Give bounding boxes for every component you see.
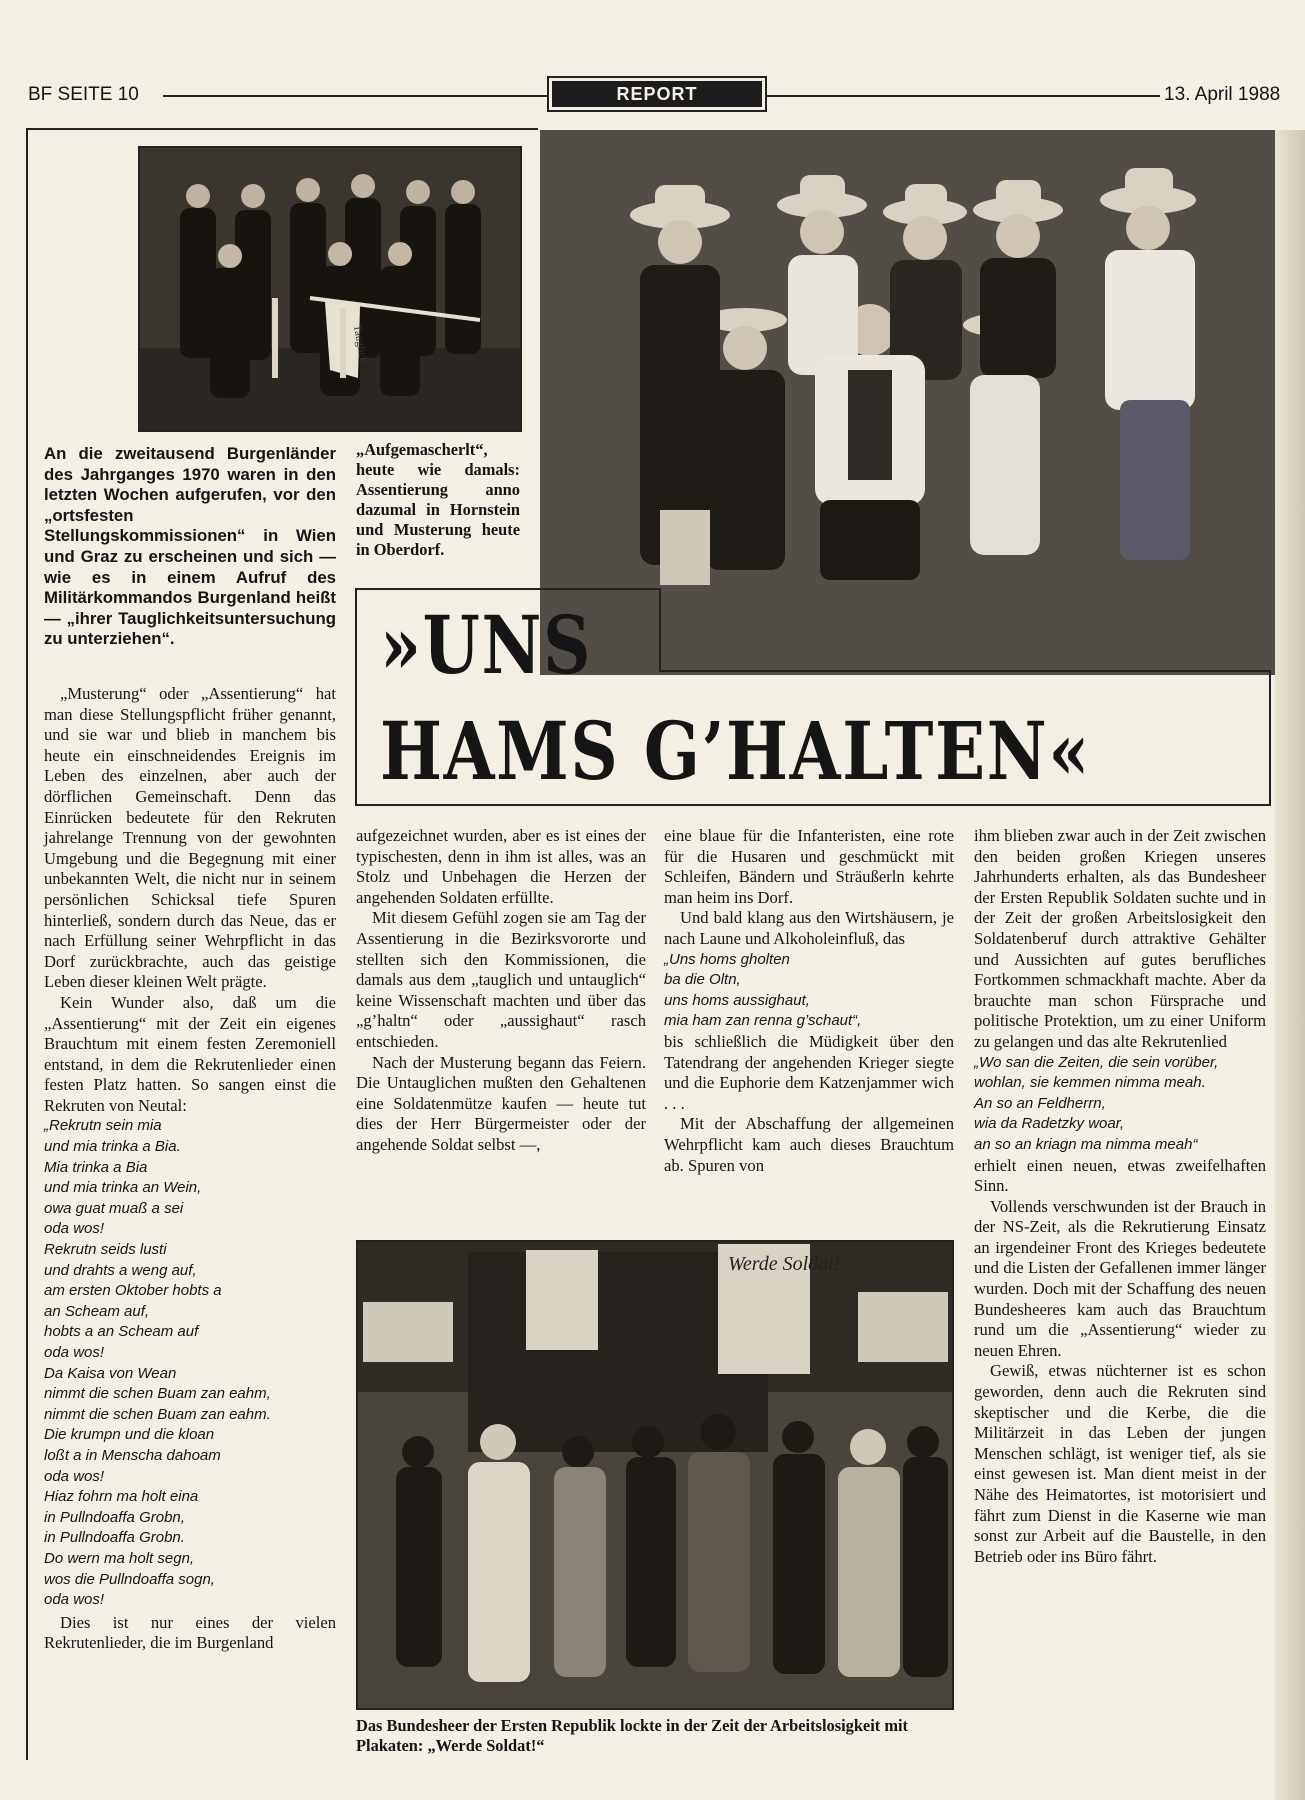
col4-paragraph-2: erhielt einen neuen, etwas zweifelhaften Sinn. [974, 1155, 1266, 1196]
poem-line: ba die Oltn, [664, 971, 741, 989]
photo-caption-top: „Aufgemascherlt“, heute wie damals: Assentierung anno dazumal in Hornstein und Musterung heute in Oberdorf. [356, 440, 520, 559]
poem-line: am ersten Oktober hobts a [44, 1282, 222, 1300]
poem-line: hobts a an Scheam auf [44, 1323, 199, 1341]
historical-recruits-photo [138, 146, 522, 432]
poem-line: an so an kriagn ma nimma meah“ [974, 1135, 1198, 1153]
poem-line: uns homs aussighaut, [664, 991, 810, 1009]
poem-line: „Wo san die Zeiten, die sein vorüber, [974, 1053, 1219, 1071]
column-3 [664, 826, 954, 1176]
uns-homs-gholten-lyrics [664, 950, 954, 1032]
poem-line: wia da Radetzky woar, [974, 1115, 1125, 1133]
poem-line: nimmt die schen Buam zan eahm. [44, 1405, 271, 1423]
crowd-illustration [358, 1242, 952, 1708]
poem-line: An so an Feldherrn, [974, 1094, 1106, 1112]
col2-paragraph-2: Mit diesem Gefühl zogen sie am Tag der Assentierung in die Bezirksvororte und stellten sich den Kommissionen, die damals aus dem „tauglich und untauglich“ keine Wissenschaft machten und über das „g’haltn“ oder „aussighaut“ rasch entschieden. [356, 908, 646, 1051]
article-frame-left-side [26, 128, 28, 1760]
poem-line: „Uns homs gholten [664, 950, 790, 968]
poster-text: Werde Soldat! [728, 1253, 841, 1275]
header-rule-right [765, 95, 1160, 97]
poem-line: Da Kaisa von Wean [44, 1364, 177, 1382]
poem-line: mia ham zan renna g’schaut“, [664, 1012, 862, 1030]
col1-paragraph-2: Kein Wunder also, daß um die „Assentierung“ mit der Zeit ein eigenes Brauchtum mit einem festen Zeremoniell entstand, in dem die Rekrutenlieder einen festen Platz hatten. So sangen einst die Rekruten von Neutal: [44, 992, 336, 1115]
column-1 [44, 684, 336, 1654]
headline-line-1: »UNS [380, 598, 593, 692]
poem-line: in Pullndoaffa Grobn, [44, 1508, 185, 1526]
poem-line: wos die Pullndoaffa sogn, [44, 1570, 215, 1588]
article-intro: An die zweitausend Burgenländer des Jahrganges 1970 waren in den letzten Wochen aufgerufen, vor den „ortsfesten Stellungskommissionen“ in Wien und Graz zu erscheinen und sich — wie es in einem Aufruf des Militärkommandos Burgenland heißt — „ihrer Tauglichkeitsuntersuchung zu unterziehen“. [44, 444, 336, 649]
rekrutenlied-neutal [44, 1116, 336, 1610]
poem-line: in Pullndoaffa Grobn. [44, 1529, 185, 1547]
col2-paragraph-3: Nach der Musterung begann das Feiern. Die Untauglichen mußten den Gehaltenen eine Soldatenmütze kaufen — heute tut dies der Herr Bürgermeister oder der angehende Soldat selbst —, [356, 1052, 646, 1154]
poem-line: „Rekrutn sein mia [44, 1117, 162, 1135]
poem-line: oda wos! [44, 1467, 105, 1485]
issue-date: 13. April 1988 [1164, 84, 1281, 105]
poem-line: wohlan, sie kemmen nimma meah. [974, 1074, 1206, 1092]
poem-line: oda wos! [44, 1344, 105, 1361]
col3-paragraph-2: Und bald klang aus den Wirtshäusern, je nach Laune und Alkoholeinfluß, das [664, 908, 954, 948]
header-rule-left [163, 95, 547, 97]
page-edge-shadow [1275, 130, 1305, 1800]
col3-paragraph-3: bis schließlich die Müdigkeit über den Tatendrang der angehenden Krieger siegte und die Euphorie dem Katzenjammer wich . . . [664, 1031, 954, 1113]
werde-soldat-crowd-photo [356, 1240, 954, 1710]
poem-line: an Scheam auf, [44, 1302, 150, 1320]
col2-paragraph-1: aufgezeichnet wurden, aber es ist eines der typischesten, denn in ihm ist alles, was an Stolz und Unbehagen die Herzen der angehenden Soldaten erfüllte. [356, 826, 646, 907]
article-frame-left [26, 128, 538, 130]
poem-line: loßt a in Menscha dahoam [44, 1446, 221, 1464]
col1-paragraph-1: „Musterung“ oder „Assentierung“ hat man diese Stellungspflicht früher genannt, und sie war und blieb in manchem bis heute ein einschneidendes Ereignis im Leben des einzelnen, aber auch der dörflichen Gemeinschaft. Denn das Einrücken bedeutete für den Rekruten jahrelange Trennung von der gewohnten Umgebung und die Begegnung mit einer unbekannten Welt, die nicht nur in seinem persönlichen Schicksal tiefe Spuren hinterließ, sondern durch das Neue, das er nach Erfüllung seiner Wehrpflicht in das Dorf zurückbrachte, auch das geistige Leben dieser kleinen Welt prägte. [44, 684, 336, 992]
col4-paragraph-1: ihm blieben zwar auch in der Zeit zwischen den beiden großen Kriegen unseres Jahrhunderts erhalten, als das Bundesheer der Ersten Republik Soldaten suchte und in der Zeit der großen Arbeitslosigkeit den Soldatenberuf durch attraktive Gehälter und Aussichten auf gutes berufliches Fortkommen schmackhaft machte. Aber da brauchte man schon Fürsprache und politische Protektion, um zu einer Uniform zu gelangen und das alte Rekrutenlied [974, 826, 1266, 1051]
column-2 [356, 826, 646, 1156]
poem-line: Die krumpn und die kloan [44, 1426, 215, 1444]
col3-paragraph-1: eine blaue für die Infanteristen, eine rote für die Husaren und geschmückt mit Schleifen, Bändern und Sträußerln kehrte man heim ins Dorf. [664, 826, 954, 907]
col1-paragraph-3: Dies ist nur eines der vielen Rekrutenlieder, die im Burgenland [44, 1612, 336, 1653]
poem-line: oda wos! [44, 1591, 105, 1609]
col4-paragraph-3: Vollends verschwunden ist der Brauch in der NS-Zeit, als die Rekrutierung Einsatz an irgendeiner Front des Krieges bedeutete und die Listen der Gefallenen immer länger wurden. Doch mit der Schaffung des neuen Bundesheeres kam auch das Brauchtum rund um die „Assentierung“ wieder zu neuen Ehren. [974, 1196, 1266, 1360]
poem-line: Hiaz fohrn ma holt eina [44, 1488, 199, 1506]
historical-recruits-illustration [140, 148, 520, 430]
poem-line: Do wern ma holt segn, [44, 1549, 195, 1567]
page-number: BF SEITE 10 [28, 84, 139, 105]
poem-line: Rekrutn seids lusti [44, 1241, 167, 1259]
poem-line: und mia trinka an Wein, [44, 1179, 202, 1197]
col3-paragraph-4: Mit der Abschaffung der allgemeinen Wehrpflicht kam auch dieses Brauchtum ab. Spuren von [664, 1114, 954, 1175]
poem-line: nimmt die schen Buam zan eahm, [44, 1385, 271, 1403]
section-label: REPORT [552, 81, 762, 107]
photo-caption-bottom: Das Bundesheer der Ersten Republik lockte in der Zeit der Arbeitslosigkeit mit Plakaten: „Werde Soldat!“ [356, 1716, 908, 1755]
poem-line: und drahts a weng auf, [44, 1261, 197, 1279]
col4-paragraph-4: Gewiß, etwas nüchterner ist es schon geworden, denn auch die Rekruten sind skeptischer und die Kerbe, die die Militärzeit in das Leben der jungen Menschen schlägt, ist weniger tief, als sie einst gewesen ist. Man dient meist in der Nähe des Heimatortes, ist motorisiert und fährt zum Dienst in die Kaserne wie man sonst zur Arbeit auf die Baustelle, in den Betrieb oder ins Büro fährt. [974, 1361, 1266, 1566]
poem-line: oda wos! [44, 1220, 105, 1238]
poem-line: owa guat muaß a sei [44, 1199, 184, 1217]
section-label-box [547, 76, 767, 112]
poem-line: und mia trinka a Bia. [44, 1138, 181, 1156]
headline-line-2: HAMS G’HALTEN« [380, 704, 1091, 798]
rekrutenlied-radetzky [974, 1053, 1266, 1156]
poem-line: Mia trinka a Bia [44, 1158, 148, 1176]
column-4 [974, 826, 1266, 1567]
flag-text: Tauglich [350, 323, 370, 364]
